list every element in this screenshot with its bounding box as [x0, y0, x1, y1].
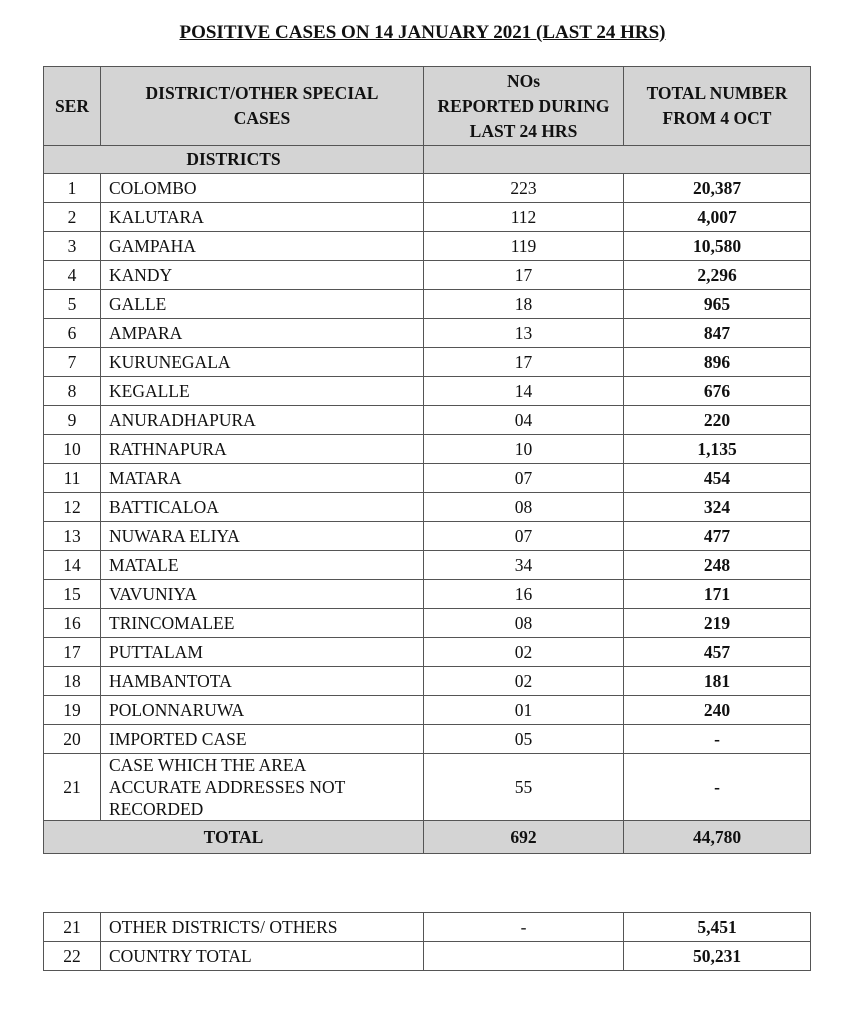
district-ser: 2: [44, 203, 101, 232]
district-district: KEGALLE: [101, 377, 424, 406]
header-total: [624, 67, 811, 146]
district-row: [44, 551, 811, 580]
district-ser: 17: [44, 638, 101, 667]
district-row: [44, 638, 811, 667]
districts-group-label: DISTRICTS: [44, 146, 424, 174]
district-total: 477: [624, 522, 811, 551]
district-ser: 14: [44, 551, 101, 580]
district-total: 847: [624, 319, 811, 348]
district-total: 965: [624, 290, 811, 319]
district-total: 324: [624, 493, 811, 522]
district-total: 1,135: [624, 435, 811, 464]
summary-last24: -: [424, 913, 624, 942]
header-ser: SER: [44, 67, 101, 146]
cases-table: [43, 66, 811, 854]
district-row: [44, 725, 811, 754]
district-total: 4,007: [624, 203, 811, 232]
district-total: 2,296: [624, 261, 811, 290]
district-ser: 20: [44, 725, 101, 754]
district-row: [44, 435, 811, 464]
district-row: [44, 203, 811, 232]
district-last24: 07: [424, 464, 624, 493]
district-row: [44, 522, 811, 551]
summary-total: 5,451: [624, 913, 811, 942]
district-district: ANURADHAPURA: [101, 406, 424, 435]
district-total: 248: [624, 551, 811, 580]
page-title: POSITIVE CASES ON 14 JANUARY 2021 (LAST 24 HRS): [179, 22, 666, 43]
district-last24: 13: [424, 319, 624, 348]
district-district: IMPORTED CASE: [101, 725, 424, 754]
district-last24: 05: [424, 725, 624, 754]
district-district: GAMPAHA: [101, 232, 424, 261]
district-total: 240: [624, 696, 811, 725]
district-ser: 8: [44, 377, 101, 406]
district-row: [44, 406, 811, 435]
district-ser: 10: [44, 435, 101, 464]
summary-district: OTHER DISTRICTS/ OTHERS: [101, 913, 424, 942]
district-ser: 5: [44, 290, 101, 319]
district-ser: 11: [44, 464, 101, 493]
district-district: HAMBANTOTA: [101, 667, 424, 696]
district-total: 220: [624, 406, 811, 435]
header-reported-line2: REPORTED DURING: [437, 95, 610, 116]
district-ser: 12: [44, 493, 101, 522]
district-district: MATALE: [101, 551, 424, 580]
district-district: POLONNARUWA: [101, 696, 424, 725]
summary-rows: [44, 913, 811, 971]
district-row: [44, 348, 811, 377]
district-row: [44, 174, 811, 203]
district-row: [44, 696, 811, 725]
district-total: 171: [624, 580, 811, 609]
header-total-line2: FROM 4 OCT: [662, 108, 772, 128]
district-ser: 3: [44, 232, 101, 261]
district-last24: 34: [424, 551, 624, 580]
district-row: [44, 464, 811, 493]
district-district: NUWARA ELIYA: [101, 522, 424, 551]
district-district: AMPARA: [101, 319, 424, 348]
district-total: 896: [624, 348, 811, 377]
total-row: [44, 821, 811, 854]
district-row: [44, 493, 811, 522]
table-header-row: [44, 67, 811, 146]
district-last24: 18: [424, 290, 624, 319]
district-last24: 07: [424, 522, 624, 551]
district-row: [44, 580, 811, 609]
district-ser: 16: [44, 609, 101, 638]
district-last24: 02: [424, 638, 624, 667]
district-rows: [44, 174, 811, 754]
district-ser: 15: [44, 580, 101, 609]
total-last24: 692: [424, 821, 624, 854]
summary-last24: [424, 942, 624, 971]
district-ser: 19: [44, 696, 101, 725]
total-label: TOTAL: [44, 821, 424, 854]
table-row-special: [44, 754, 811, 821]
district-district: KALUTARA: [101, 203, 424, 232]
district-district: KANDY: [101, 261, 424, 290]
total-total: 44,780: [624, 821, 811, 854]
district-district: VAVUNIYA: [101, 580, 424, 609]
district-last24: 02: [424, 667, 624, 696]
district-last24: 112: [424, 203, 624, 232]
header-total-line1: TOTAL NUMBER: [646, 83, 788, 103]
header-reported-line3: LAST 24 HRS: [469, 120, 578, 141]
district-total: 10,580: [624, 232, 811, 261]
district-district: PUTTALAM: [101, 638, 424, 667]
district-last24: 08: [424, 609, 624, 638]
district-total: 219: [624, 609, 811, 638]
header-district-text: DISTRICT/OTHER SPECIAL CASES: [145, 83, 379, 128]
header-reported: [424, 67, 624, 146]
summary-district: COUNTRY TOTAL: [101, 942, 424, 971]
districts-group-blank: [424, 146, 811, 174]
summary-ser: 22: [44, 942, 101, 971]
special-district: [101, 754, 424, 821]
district-district: GALLE: [101, 290, 424, 319]
district-row: [44, 377, 811, 406]
district-row: [44, 667, 811, 696]
summary-ser: 21: [44, 913, 101, 942]
district-total: 181: [624, 667, 811, 696]
summary-table: [43, 912, 811, 971]
district-district: MATARA: [101, 464, 424, 493]
special-line2: ACCURATE ADDRESSES NOT: [109, 777, 346, 797]
district-ser: 6: [44, 319, 101, 348]
district-row: [44, 319, 811, 348]
district-last24: 119: [424, 232, 624, 261]
district-ser: 1: [44, 174, 101, 203]
district-ser: 7: [44, 348, 101, 377]
district-ser: 18: [44, 667, 101, 696]
district-row: [44, 290, 811, 319]
special-total: -: [624, 754, 811, 821]
district-ser: 4: [44, 261, 101, 290]
district-total: 676: [624, 377, 811, 406]
district-last24: 10: [424, 435, 624, 464]
district-district: COLOMBO: [101, 174, 424, 203]
header-reported-line1: NOs: [506, 70, 541, 91]
district-total: 454: [624, 464, 811, 493]
district-district: RATHNAPURA: [101, 435, 424, 464]
summary-row: [44, 913, 811, 942]
district-last24: 14: [424, 377, 624, 406]
district-total: -: [624, 725, 811, 754]
header-district: [101, 67, 424, 146]
district-ser: 13: [44, 522, 101, 551]
summary-total: 50,231: [624, 942, 811, 971]
special-line3: RECORDED: [109, 799, 204, 819]
summary-row: [44, 942, 811, 971]
district-ser: 9: [44, 406, 101, 435]
district-total: 20,387: [624, 174, 811, 203]
district-row: [44, 232, 811, 261]
district-last24: 08: [424, 493, 624, 522]
district-row: [44, 261, 811, 290]
special-line1: CASE WHICH THE AREA: [109, 755, 307, 775]
district-last24: 223: [424, 174, 624, 203]
district-last24: 01: [424, 696, 624, 725]
district-last24: 17: [424, 261, 624, 290]
district-last24: 16: [424, 580, 624, 609]
district-last24: 17: [424, 348, 624, 377]
district-row: [44, 609, 811, 638]
special-ser: 21: [44, 754, 101, 821]
district-total: 457: [624, 638, 811, 667]
district-district: TRINCOMALEE: [101, 609, 424, 638]
district-last24: 04: [424, 406, 624, 435]
district-district: KURUNEGALA: [101, 348, 424, 377]
special-last24: 55: [424, 754, 624, 821]
district-district: BATTICALOA: [101, 493, 424, 522]
districts-group-row: [44, 146, 811, 174]
